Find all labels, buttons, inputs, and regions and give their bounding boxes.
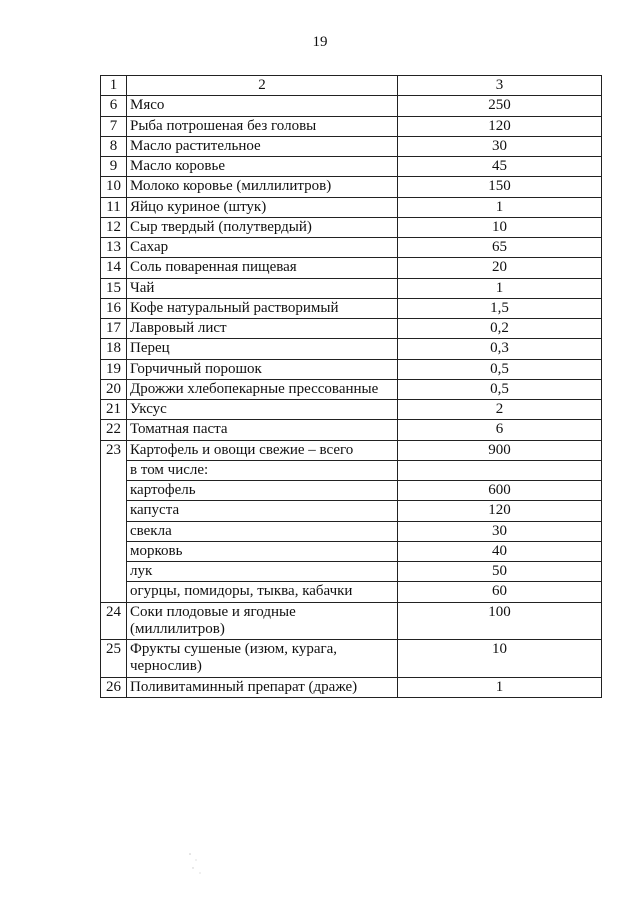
- row-number: [101, 562, 127, 582]
- item-name: Томатная паста: [127, 420, 398, 440]
- scan-artifact: [186, 848, 206, 878]
- item-name: Картофель и овощи свежие – всего: [127, 440, 398, 460]
- table-row: [101, 197, 602, 217]
- row-number: 17: [101, 319, 127, 339]
- table-row: [101, 298, 602, 318]
- table-row: [101, 521, 602, 541]
- item-quantity: 40: [398, 541, 602, 561]
- table-row: [101, 339, 602, 359]
- item-name: Яйцо куриное (штук): [127, 197, 398, 217]
- item-quantity: 20: [398, 258, 602, 278]
- row-number: 24: [101, 602, 127, 640]
- row-number: 7: [101, 116, 127, 136]
- row-number: 25: [101, 640, 127, 678]
- item-quantity: 50: [398, 562, 602, 582]
- item-name: Соль поваренная пищевая: [127, 258, 398, 278]
- item-quantity: 0,5: [398, 379, 602, 399]
- item-name: Масло растительное: [127, 136, 398, 156]
- row-number: 9: [101, 157, 127, 177]
- item-quantity: [398, 460, 602, 480]
- row-number: 14: [101, 258, 127, 278]
- page-number: 19: [312, 34, 328, 50]
- item-quantity: 120: [398, 501, 602, 521]
- table-row: [101, 420, 602, 440]
- row-number: 21: [101, 400, 127, 420]
- row-number: [101, 541, 127, 561]
- item-quantity: 2: [398, 400, 602, 420]
- table-row: [101, 96, 602, 116]
- item-name: Рыба потрошеная без головы: [127, 116, 398, 136]
- item-quantity: 250: [398, 96, 602, 116]
- table-row: [101, 541, 602, 561]
- item-name: Масло коровье: [127, 157, 398, 177]
- item-quantity: 10: [398, 640, 602, 678]
- row-number: 12: [101, 217, 127, 237]
- row-number: 22: [101, 420, 127, 440]
- item-quantity: 0,2: [398, 319, 602, 339]
- item-name: Соки плодовые и ягодные (миллилитров): [127, 602, 398, 640]
- table-row: [101, 136, 602, 156]
- item-name: Молоко коровье (миллилитров): [127, 177, 398, 197]
- table-row: [101, 677, 602, 697]
- table-row: [101, 481, 602, 501]
- item-name: Фрукты сушеные (изюм, курага, чернослив): [127, 640, 398, 678]
- item-name: Сахар: [127, 238, 398, 258]
- item-quantity: 30: [398, 136, 602, 156]
- table-row: [101, 217, 602, 237]
- table-row: [101, 116, 602, 136]
- item-quantity: 65: [398, 238, 602, 258]
- item-name: в том числе:: [127, 460, 398, 480]
- row-number: 11: [101, 197, 127, 217]
- item-name: свекла: [127, 521, 398, 541]
- item-name: огурцы, помидоры, тыква, кабачки: [127, 582, 398, 602]
- item-name: картофель: [127, 481, 398, 501]
- row-number: 10: [101, 177, 127, 197]
- row-number: 15: [101, 278, 127, 298]
- table-row: [101, 177, 602, 197]
- norms-table: [100, 75, 602, 698]
- table-row: [101, 440, 602, 460]
- table-row: [101, 602, 602, 640]
- row-number: [101, 460, 127, 480]
- item-quantity: 120: [398, 116, 602, 136]
- item-quantity: 1: [398, 197, 602, 217]
- header-col-1: 1: [101, 76, 127, 96]
- row-number: 19: [101, 359, 127, 379]
- table-row: [101, 460, 602, 480]
- item-quantity: 100: [398, 602, 602, 640]
- item-quantity: 150: [398, 177, 602, 197]
- row-number: [101, 582, 127, 602]
- row-number: 26: [101, 677, 127, 697]
- row-number: 8: [101, 136, 127, 156]
- item-quantity: 45: [398, 157, 602, 177]
- item-quantity: 900: [398, 440, 602, 460]
- item-quantity: 600: [398, 481, 602, 501]
- row-number: 18: [101, 339, 127, 359]
- item-name: капуста: [127, 501, 398, 521]
- item-quantity: 6: [398, 420, 602, 440]
- item-name: Чай: [127, 278, 398, 298]
- table-row: [101, 278, 602, 298]
- row-number: 6: [101, 96, 127, 116]
- item-name: Горчичный порошок: [127, 359, 398, 379]
- item-quantity: 0,3: [398, 339, 602, 359]
- item-name: Сыр твердый (полутвердый): [127, 217, 398, 237]
- row-number: 13: [101, 238, 127, 258]
- item-name: Уксус: [127, 400, 398, 420]
- header-row: [101, 76, 602, 96]
- table-row: [101, 582, 602, 602]
- item-name: Дрожжи хлебопекарные прессованные: [127, 379, 398, 399]
- row-number: 16: [101, 298, 127, 318]
- table-row: [101, 501, 602, 521]
- table-row: [101, 258, 602, 278]
- item-name: Поливитаминный препарат (драже): [127, 677, 398, 697]
- row-number: [101, 521, 127, 541]
- header-col-3: 3: [398, 76, 602, 96]
- item-name: Лавровый лист: [127, 319, 398, 339]
- row-number: [101, 501, 127, 521]
- item-name: морковь: [127, 541, 398, 561]
- item-name: лук: [127, 562, 398, 582]
- table-row: [101, 640, 602, 678]
- item-quantity: 10: [398, 217, 602, 237]
- table-row: [101, 238, 602, 258]
- table-row: [101, 319, 602, 339]
- table-row: [101, 379, 602, 399]
- row-number: [101, 481, 127, 501]
- header-col-2: 2: [127, 76, 398, 96]
- table-row: [101, 400, 602, 420]
- item-quantity: 1: [398, 278, 602, 298]
- table-row: [101, 562, 602, 582]
- item-name: Кофе натуральный растворимый: [127, 298, 398, 318]
- item-quantity: 1: [398, 677, 602, 697]
- norms-table-body: [101, 76, 602, 698]
- row-number: 23: [101, 440, 127, 460]
- table-row: [101, 359, 602, 379]
- item-quantity: 60: [398, 582, 602, 602]
- row-number: 20: [101, 379, 127, 399]
- item-quantity: 1,5: [398, 298, 602, 318]
- item-quantity: 0,5: [398, 359, 602, 379]
- item-quantity: 30: [398, 521, 602, 541]
- table-row: [101, 157, 602, 177]
- item-name: Мясо: [127, 96, 398, 116]
- item-name: Перец: [127, 339, 398, 359]
